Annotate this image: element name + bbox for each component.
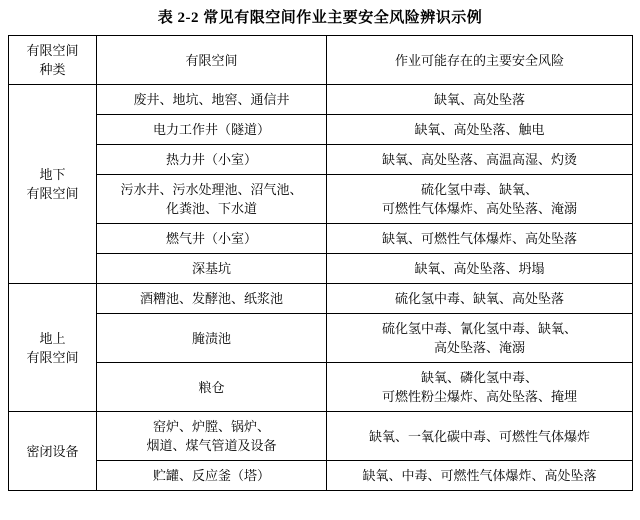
table-row	[9, 145, 633, 175]
space-cell: 热力井（小室）	[97, 145, 327, 175]
space-cell: 电力工作井（隧道）	[97, 115, 327, 145]
risk-cell: 缺氧、高处坠落、坍塌	[327, 254, 633, 284]
risk-line: 硫化氢中毒、氰化氢中毒、缺氧、	[381, 321, 577, 336]
header-category-line1: 有限空间	[26, 43, 79, 58]
space-cell	[97, 412, 327, 461]
risk-cell	[327, 175, 633, 224]
risk-line: 可燃性粉尘爆炸、高处坠落、掩埋	[381, 389, 577, 404]
table-row	[9, 175, 633, 224]
space-cell	[97, 175, 327, 224]
header-category	[9, 36, 97, 85]
space-line: 窑炉、炉膛、锅炉、	[152, 419, 270, 434]
category-underground-line1: 地下	[39, 167, 66, 182]
risk-identification-table	[8, 35, 633, 491]
risk-cell: 缺氧、高处坠落	[327, 85, 633, 115]
risk-line: 硫化氢中毒、缺氧、	[420, 182, 538, 197]
category-enclosed-equipment: 密闭设备	[9, 412, 97, 491]
table-row	[9, 314, 633, 363]
space-cell: 深基坑	[97, 254, 327, 284]
space-line: 烟道、煤气管道及设备	[146, 438, 277, 453]
category-aboveground-line1: 地上	[39, 330, 66, 346]
space-cell: 酒糟池、发酵池、纸浆池	[97, 284, 327, 314]
category-underground	[9, 85, 97, 284]
risk-cell: 缺氧、可燃性气体爆炸、高处坠落	[327, 224, 633, 254]
risk-cell	[327, 363, 633, 412]
risk-cell	[327, 314, 633, 363]
space-cell: 燃气井（小室）	[97, 224, 327, 254]
risk-line: 缺氧、磷化氢中毒、	[420, 370, 538, 385]
risk-line: 高处坠落、淹溺	[433, 340, 525, 355]
header-risk: 作业可能存在的主要安全风险	[327, 36, 633, 85]
risk-line: 可燃性气体爆炸、高处坠落、淹溺	[381, 201, 577, 216]
space-cell: 废井、地坑、地窖、通信井	[97, 85, 327, 115]
category-aboveground	[9, 284, 97, 412]
table-row	[9, 412, 633, 461]
table-caption: 表 2-2 常见有限空间作业主要安全风险辨识示例	[157, 10, 483, 26]
table-header-row	[9, 36, 633, 85]
table-row	[9, 115, 633, 145]
category-underground-line2: 有限空间	[26, 186, 79, 201]
table-row	[9, 224, 633, 254]
table-row	[9, 254, 633, 284]
header-space: 有限空间	[97, 36, 327, 85]
space-cell: 贮罐、反应釜（塔）	[97, 461, 327, 491]
risk-cell: 缺氧、高处坠落、高温高湿、灼烫	[327, 145, 633, 175]
risk-cell: 缺氧、中毒、可燃性气体爆炸、高处坠落	[327, 461, 633, 491]
space-cell: 粮仓	[97, 363, 327, 412]
space-cell: 腌渍池	[97, 314, 327, 363]
category-aboveground-line2: 有限空间	[26, 349, 79, 365]
table-row	[9, 461, 633, 491]
table-row	[9, 85, 633, 115]
space-line: 化粪池、下水道	[165, 201, 257, 216]
risk-cell: 缺氧、一氧化碳中毒、可燃性气体爆炸	[327, 412, 633, 461]
space-line: 污水井、污水处理池、沼气池、	[120, 182, 303, 197]
table-row	[9, 284, 633, 314]
table-row	[9, 363, 633, 412]
header-category-line2: 种类	[39, 62, 66, 77]
risk-cell: 缺氧、高处坠落、触电	[327, 115, 633, 145]
risk-cell: 硫化氢中毒、缺氧、高处坠落	[327, 284, 633, 314]
